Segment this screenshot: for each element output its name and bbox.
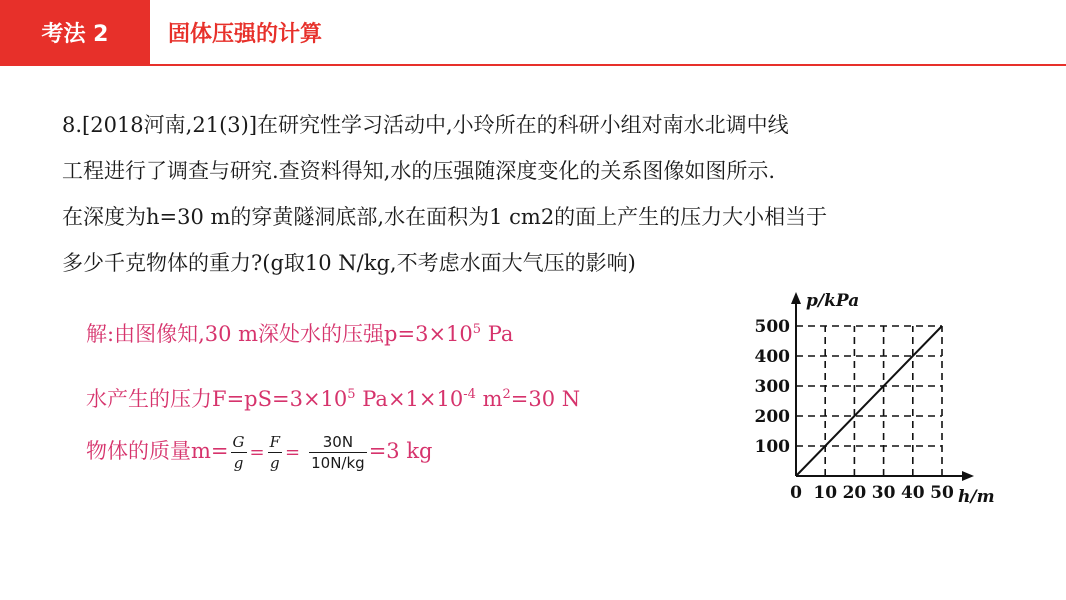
solution-text: =30 N — [510, 387, 581, 411]
numerator: G — [232, 433, 245, 451]
x-axis-arrow-icon — [962, 471, 974, 481]
solution-line-2 — [86, 383, 580, 413]
solution-text: m — [475, 387, 503, 411]
y-tick-label: 300 — [754, 377, 790, 397]
y-tick-label: 400 — [754, 347, 790, 367]
x-tick-label: 30 — [871, 483, 896, 503]
numerator: F — [269, 433, 281, 451]
solution-line-3 — [86, 432, 433, 473]
exponent: -4 — [463, 387, 476, 402]
exponent: 5 — [347, 387, 356, 402]
y-tick-label: 200 — [754, 407, 790, 427]
denominator: 10N/kg — [311, 454, 365, 472]
x-tick-label: 10 — [813, 483, 838, 503]
y-axis-label: p/kPa — [806, 291, 860, 311]
fraction-g-over-g — [231, 432, 247, 473]
fraction-numeric — [309, 432, 367, 473]
question-line: 工程进行了调查与研究.查资料得知,水的压强随深度变化的关系图像如图所示. — [62, 159, 776, 183]
solution-text: 物体的质量m= — [86, 439, 229, 463]
solution-text: 解:由图像知,30 m深处水的压强p=3×10 — [86, 322, 473, 346]
x-tick-label: 0 — [790, 483, 802, 503]
question-line: 8.[2018河南,21(3)]在研究性学习活动中,小玲所在的科研小组对南水北调中线 — [62, 113, 789, 137]
denominator: g — [233, 454, 244, 472]
x-tick-label: 50 — [930, 483, 954, 503]
exponent: 2 — [502, 387, 511, 402]
section-tag: 考法 2 — [0, 0, 150, 64]
question-text — [62, 102, 1012, 286]
pressure-depth-chart — [740, 282, 1000, 512]
y-tick-label: 500 — [754, 317, 790, 337]
exponent: 5 — [472, 322, 482, 337]
x-tick-label: 20 — [842, 483, 867, 503]
denominator: g — [270, 454, 280, 472]
section-title: 固体压强的计算 — [168, 21, 323, 47]
numerator: 30N — [322, 433, 354, 451]
solution-line-1 — [86, 318, 513, 348]
solution-text: Pa×1×10 — [355, 387, 464, 411]
equals-sign: = — [285, 442, 301, 463]
data-series-line — [796, 326, 942, 476]
x-axis-label: h/m — [958, 487, 995, 507]
solution-text: =3 kg — [368, 439, 433, 463]
header-bar — [0, 0, 1066, 66]
y-axis-arrow-icon — [791, 292, 801, 304]
y-tick-label: 100 — [754, 437, 790, 457]
solution-text: 水产生的压力F=pS=3×10 — [86, 387, 348, 411]
question-line: 在深度为h=30 m的穿黄隧洞底部,水在面积为1 cm2的面上产生的压力大小相当于 — [62, 205, 828, 229]
question-line: 多少千克物体的重力?(g取10 N/kg,不考虑水面大气压的影响) — [62, 251, 636, 275]
fraction-f-over-g — [268, 432, 282, 473]
x-tick-label: 40 — [900, 483, 925, 503]
solution-text: Pa — [481, 322, 514, 346]
equals-sign: = — [249, 442, 265, 463]
